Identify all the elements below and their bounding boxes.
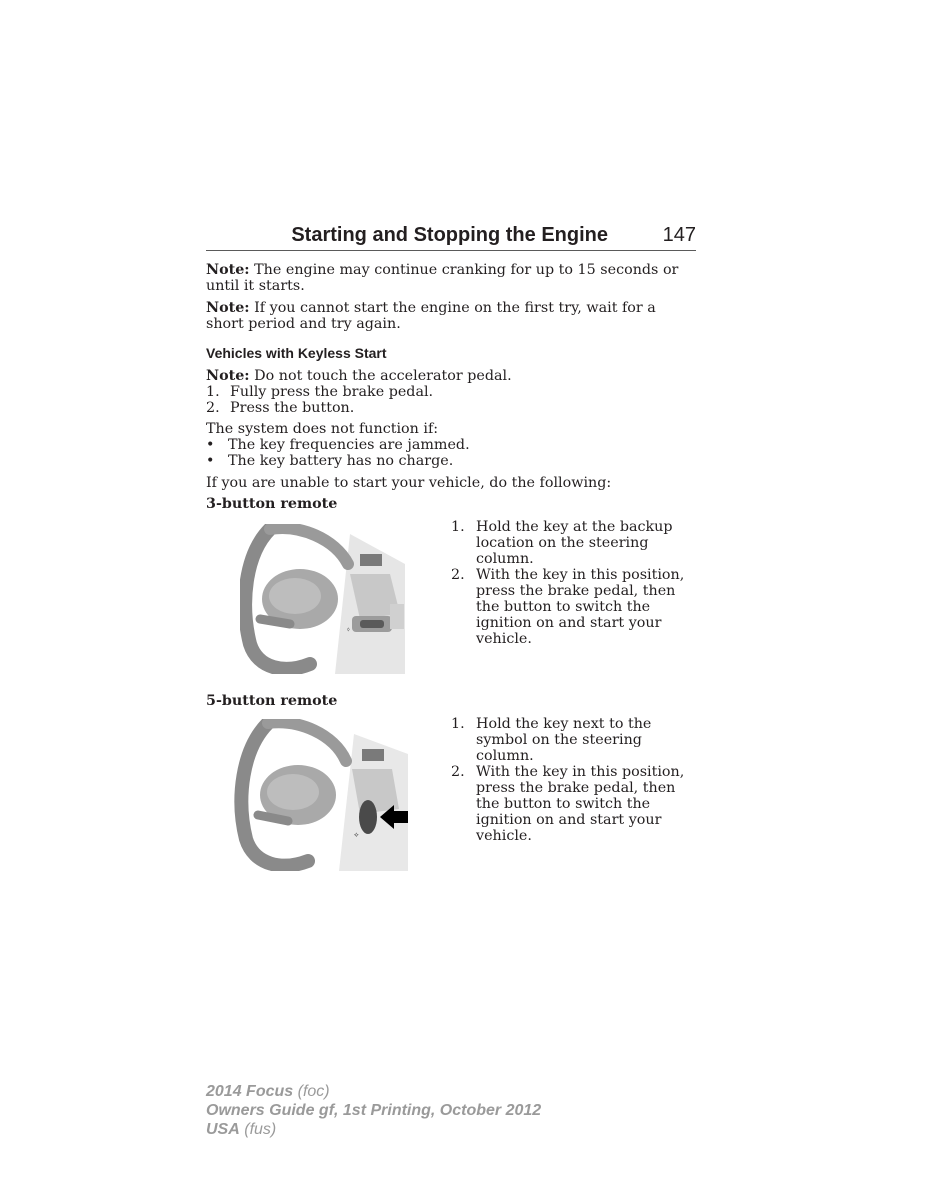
list-item bbox=[451, 567, 701, 647]
footer-model-line bbox=[206, 1082, 541, 1101]
note-text: Do not touch the accelerator pedal. bbox=[254, 368, 512, 384]
footer-region: USA bbox=[206, 1121, 240, 1138]
step-number: 2. bbox=[451, 764, 465, 780]
steering-wheel-5button-illustration bbox=[234, 719, 410, 871]
step-number: 1. bbox=[451, 519, 465, 535]
unable-text: If you are unable to start your vehicle, do the following: bbox=[206, 475, 612, 491]
remote5-steps bbox=[451, 716, 701, 844]
step-number: 2. bbox=[206, 400, 220, 416]
list-item bbox=[451, 764, 701, 844]
svg-text:⟡: ⟡ bbox=[354, 831, 359, 839]
page-header bbox=[206, 224, 696, 251]
step-text: Press the button. bbox=[230, 400, 355, 416]
step-text: Hold the key at the backup location on the steering column. bbox=[476, 519, 673, 567]
step-number: 1. bbox=[451, 716, 465, 732]
note-label: Note: bbox=[206, 300, 250, 316]
footer-model: 2014 Focus bbox=[206, 1083, 294, 1100]
step-text: With the key in this position, press the brake pedal, then the button to switch the ignition on and start your vehicle. bbox=[476, 764, 685, 844]
footer-region-code: (fus) bbox=[244, 1121, 277, 1138]
keyless-heading: Vehicles with Keyless Start bbox=[206, 345, 387, 361]
note-label: Note: bbox=[206, 262, 250, 278]
note-text: The engine may continue cranking for up to 15 seconds or until it starts. bbox=[206, 262, 679, 294]
page-footer bbox=[206, 1082, 541, 1139]
footer-model-code: (foc) bbox=[297, 1083, 330, 1100]
footer-guide-line bbox=[206, 1101, 541, 1120]
list-item bbox=[451, 519, 701, 567]
note-cranking bbox=[206, 262, 696, 294]
step-text: Hold the key next to the symbol on the steering column. bbox=[476, 716, 652, 764]
step-text: Fully press the brake pedal. bbox=[230, 384, 434, 400]
footer-guide: Owners Guide gf, 1st Printing, October 2012 bbox=[206, 1102, 542, 1119]
footer-region-line bbox=[206, 1120, 541, 1139]
steering-wheel-3button-illustration bbox=[240, 524, 410, 674]
remote3-label: 3-button remote bbox=[206, 496, 338, 512]
note-label: Note: bbox=[206, 368, 250, 384]
system-intro: The system does not function if: bbox=[206, 421, 439, 437]
list-item bbox=[451, 716, 701, 764]
bullet-mark: • bbox=[206, 453, 215, 469]
bullet-mark: • bbox=[206, 437, 215, 453]
step-text: With the key in this position, press the brake pedal, then the button to switch the ignition on and start your vehicle. bbox=[476, 567, 685, 647]
step-number: 1. bbox=[206, 384, 220, 400]
step-number: 2. bbox=[451, 567, 465, 583]
bullet-text: The key battery has no charge. bbox=[228, 453, 454, 469]
remote3-steps bbox=[451, 519, 701, 647]
svg-text:⬨: ⬨ bbox=[347, 626, 350, 633]
note-retry bbox=[206, 300, 696, 332]
remote5-label: 5-button remote bbox=[206, 693, 338, 709]
page-number: 147 bbox=[662, 224, 696, 246]
keyless-note bbox=[206, 368, 696, 384]
note-text: If you cannot start the engine on the first try, wait for a short period and try again. bbox=[206, 300, 656, 332]
section-title: Starting and Stopping the Engine bbox=[291, 224, 608, 246]
bullet-text: The key frequencies are jammed. bbox=[228, 437, 470, 453]
